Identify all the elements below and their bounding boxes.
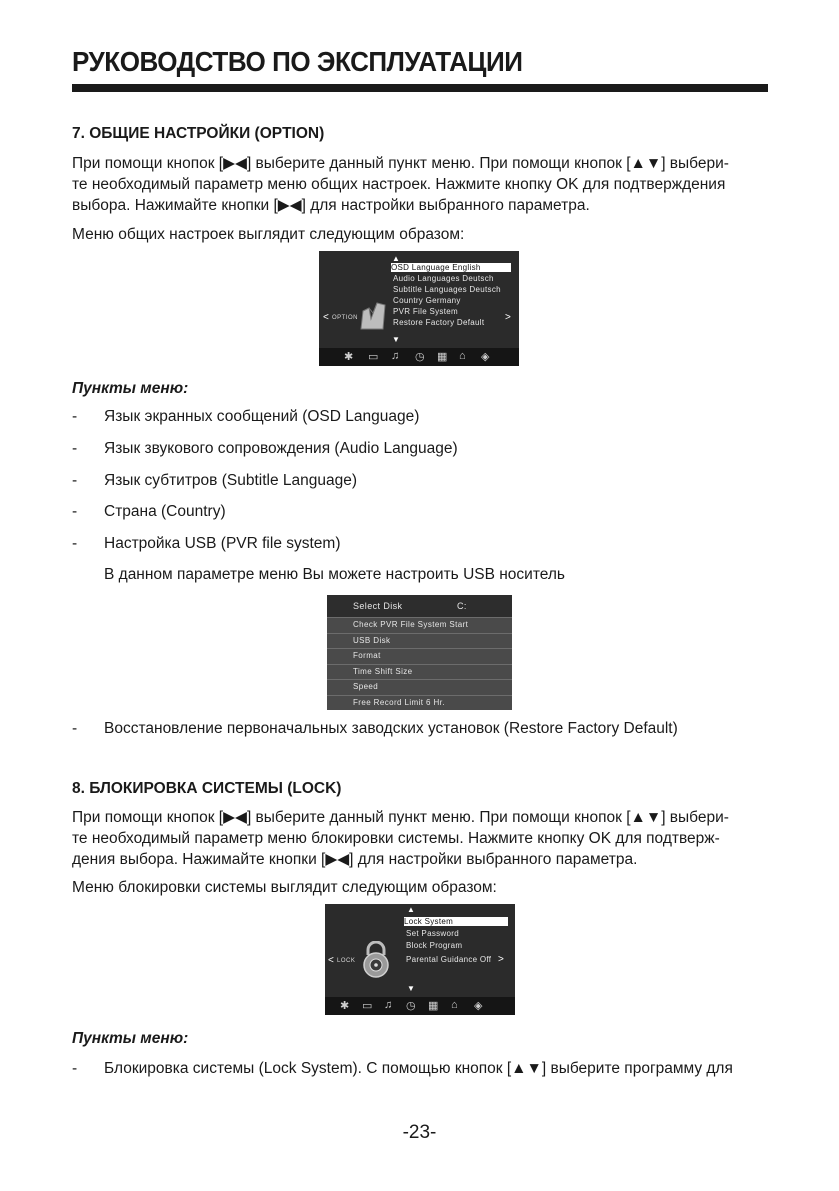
tv-icon: ▭ (362, 1000, 373, 1012)
right-arrow-icon: > (498, 954, 504, 965)
paragraph-line: выбора. Нажимайте кнопки [▶◀] для настройки выбранного параметра. (72, 197, 590, 214)
page-number: -23- (402, 1122, 437, 1143)
section-8-heading: 8. БЛОКИРОВКА СИСТЕМЫ (LOCK) (72, 780, 342, 797)
osd-menu-item: Audio Languages Deutsch (393, 274, 494, 283)
usb-header-label: Select Disk (353, 601, 403, 611)
osd-menu-item: OSD Language English (391, 263, 511, 272)
left-arrow-icon: < (323, 312, 329, 323)
paragraph-line: При помощи кнопок [▶◀] выберите данный пункт меню. При помощи кнопок [▲▼] выбери- (72, 809, 729, 826)
section-8-paragraph (72, 807, 772, 870)
list-item-text: Язык экранных сообщений (OSD Language) (104, 408, 420, 425)
list-item (72, 720, 678, 738)
bullet-dash: - (72, 408, 78, 425)
usb-menu-row: Check PVR File System Start (327, 617, 512, 633)
box-icon: ◈ (474, 1000, 483, 1012)
lock-icon: ⌂ (459, 350, 466, 362)
header-divider (72, 84, 768, 92)
paragraph-line: При помощи кнопок [▶◀] выберите данный пункт меню. При помощи кнопок [▲▼] выбери- (72, 155, 729, 172)
osd-menu-item: Block Program (406, 941, 463, 950)
grid-icon: ▦ (428, 1000, 439, 1012)
section-7-heading: 7. ОБЩИЕ НАСТРОЙКИ (OPTION) (72, 125, 325, 142)
usb-menu-row: USB Disk (327, 633, 512, 649)
osd-menu-item: Restore Factory Default (393, 318, 485, 327)
up-arrow-icon: ▲ (407, 905, 415, 914)
down-arrow-icon: ▼ (392, 335, 400, 344)
option-menu-screenshot (319, 251, 519, 366)
bullet-dash: - (72, 503, 78, 520)
usb-menu-row: Free Record Limit 6 Hr. (327, 695, 512, 711)
osd-menu-item: Lock System (404, 917, 508, 926)
list-item-text: Блокировка системы (Lock System). С помощью кнопок [▲▼] выберите программу для (104, 1060, 733, 1077)
bullet-dash: - (72, 472, 78, 489)
padlock-icon (359, 941, 393, 979)
section-7-paragraph (72, 153, 772, 216)
osd-menu-item: PVR File System (393, 307, 458, 316)
music-icon: ♫ (391, 350, 400, 362)
grid-icon: ▦ (437, 351, 448, 363)
usb-menu-row: Speed (327, 679, 512, 695)
section-7-menu-intro: Меню общих настроек выглядит следующим образом: (72, 226, 465, 243)
bullet-dash: - (72, 1060, 78, 1077)
right-arrow-icon: > (505, 312, 511, 323)
section-8-menu-items-heading: Пункты меню: (72, 1030, 189, 1047)
osd-menu-item: Subtitle Languages Deutsch (393, 285, 501, 294)
list-item (72, 535, 341, 553)
bullet-dash: - (72, 440, 78, 457)
paragraph-line: те необходимый параметр меню блокировки системы. Нажмите кнопку OK для подтверж- (72, 830, 720, 847)
bullet-dash: - (72, 720, 78, 737)
osd-menu-item: Parental Guidance Off (406, 955, 492, 964)
list-item (72, 503, 226, 521)
paragraph-line: те необходимый параметр меню общих настроек. Нажмите кнопку OK для подтверждения (72, 176, 726, 193)
paragraph-line: дения выбора. Нажимайте кнопки [▶◀] для настройки выбранного параметра. (72, 851, 638, 868)
osd-icon-bar (325, 997, 515, 1015)
box-icon: ◈ (481, 351, 490, 363)
page-header-title: РУКОВОДСТВО ПО ЭКСПЛУАТАЦИИ (72, 46, 523, 77)
gear-icon: ✱ (340, 1000, 350, 1012)
list-item-text: Восстановление первоначальных заводских установок (Restore Factory Default) (104, 720, 678, 737)
clock-icon: ◷ (415, 351, 425, 363)
music-icon: ♫ (384, 999, 393, 1011)
section-8-menu-intro: Меню блокировки системы выглядит следующим образом: (72, 879, 497, 896)
usb-note: В данном параметре меню Вы можете настроить USB носитель (104, 566, 565, 583)
lock-menu-screenshot (325, 904, 515, 1015)
list-item (72, 440, 458, 458)
list-item-text: Страна (Country) (104, 503, 226, 520)
gear-icon: ✱ (344, 351, 354, 363)
lock-icon: ⌂ (451, 999, 458, 1011)
list-item-text: Настройка USB (PVR file system) (104, 535, 341, 552)
usb-header-value: C: (457, 601, 467, 611)
osd-menu-item: Set Password (406, 929, 459, 938)
usb-menu-row: Format (327, 648, 512, 664)
down-arrow-icon: ▼ (407, 984, 415, 993)
list-item (72, 472, 357, 490)
option-hand-icon (357, 299, 389, 331)
clock-icon: ◷ (406, 1000, 416, 1012)
section-7-menu-items-heading: Пункты меню: (72, 380, 189, 397)
list-item (72, 408, 419, 426)
usb-menu-screenshot (327, 595, 512, 710)
tv-icon: ▭ (368, 351, 379, 363)
left-arrow-icon: < (328, 955, 334, 966)
list-item-text: Язык субтитров (Subtitle Language) (104, 472, 358, 489)
osd-menu-item: Country Germany (393, 296, 461, 305)
list-item (72, 1060, 733, 1078)
list-item-text: Язык звукового сопровождения (Audio Language) (104, 440, 458, 457)
bullet-dash: - (72, 535, 78, 552)
usb-menu-row: Time Shift Size (327, 664, 512, 680)
osd-icon-bar (319, 348, 519, 366)
up-arrow-icon: ▲ (392, 254, 400, 263)
lock-side-label: LOCK (337, 958, 356, 964)
option-side-label: OPTION (332, 315, 359, 321)
usb-menu-header (327, 595, 512, 617)
